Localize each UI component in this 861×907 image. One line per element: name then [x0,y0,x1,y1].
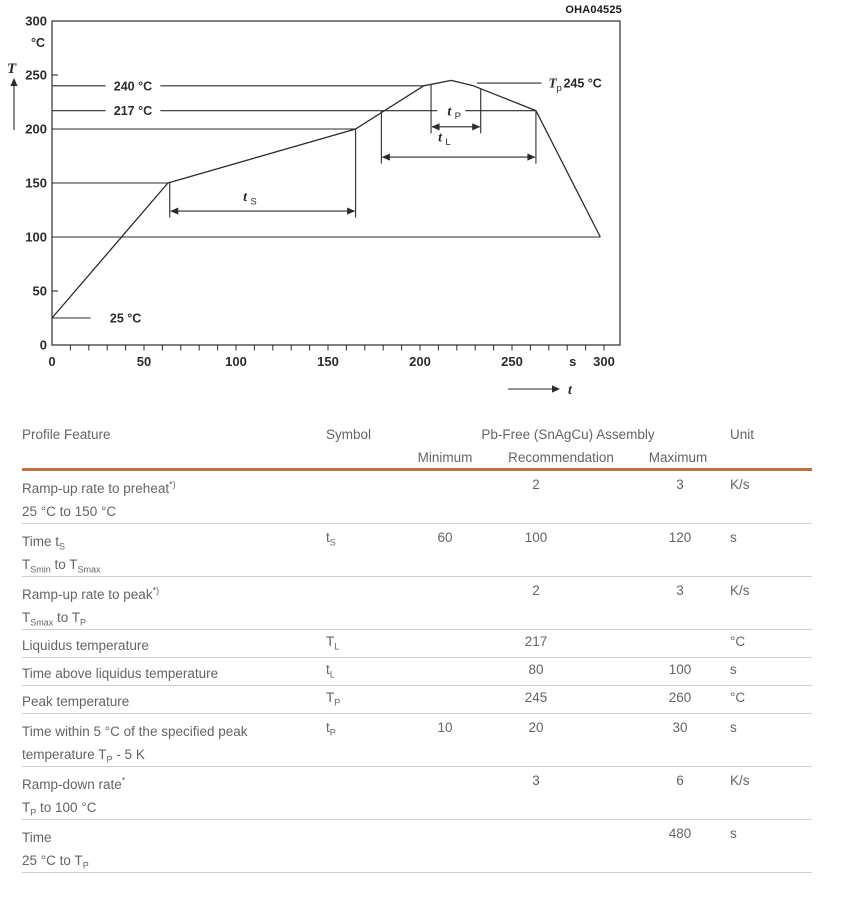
svg-text:P: P [454,111,461,123]
cell-maximum: 480 [668,826,692,841]
table-row [22,686,812,714]
table-row [22,714,812,767]
svg-text:25 °C: 25 °C [109,311,142,326]
cell-symbol: $t_L$ [326,662,335,680]
table-row [22,658,812,686]
header-maximum: Maximum [648,450,708,465]
cell-unit: s [730,826,737,841]
cell-recommendation: 20 [528,720,544,735]
table-row [22,767,812,820]
cell-maximum: 30 [672,720,688,735]
cell-recommendation: 80 [528,662,544,677]
svg-text:p: p [556,83,562,95]
svg-text:50: 50 [136,354,152,369]
header-recommendation: Recommendation [508,450,614,465]
cell-maximum: 260 [668,690,692,705]
cell-recommendation: 2 [532,583,540,598]
svg-text:T: T [548,75,557,91]
svg-text:°C: °C [31,36,46,50]
svg-text:t: t [447,104,452,120]
svg-text:200: 200 [25,121,47,137]
cell-feature: Ramp-up rate to peak*) $T_{Smax}$ to $T_P$ [22,585,160,628]
cell-unit: °C [730,634,746,649]
reflow-profile-chart [0,0,861,417]
cell-symbol: $t_P$ [326,720,336,738]
cell-maximum: 120 [668,530,692,545]
svg-text:250: 250 [501,354,523,369]
svg-text:s: s [569,354,577,369]
cell-feature: Time 25 °C to $T_P$ [22,830,89,871]
svg-text:0: 0 [39,337,47,353]
svg-text:100: 100 [225,354,247,369]
svg-text:0: 0 [48,354,56,369]
svg-text:217 °C: 217 °C [113,104,153,119]
figure-code: OHA04525 [565,4,622,16]
cell-minimum: 10 [437,720,453,735]
svg-text:240 °C: 240 °C [113,79,153,94]
cell-symbol: $T_P$ [326,690,341,708]
cell-maximum: 6 [676,773,684,788]
svg-text:150: 150 [317,354,339,369]
cell-unit: °C [730,690,746,705]
cell-feature: Time above liquidus temperature [22,666,219,681]
table-body [22,471,812,873]
cell-unit: s [730,530,737,545]
cell-recommendation: 2 [532,477,540,492]
table-row [22,471,812,524]
svg-text:S: S [250,196,257,208]
svg-text:L: L [445,137,451,149]
cell-maximum: 3 [676,477,684,492]
table-row [22,630,812,658]
header-profile-feature: Profile Feature [22,427,111,442]
cell-minimum: 60 [437,530,453,545]
cell-recommendation: 245 [524,690,548,705]
header-unit: Unit [730,427,755,442]
cell-unit: K/s [730,477,750,492]
cell-feature: Liquidus temperature [22,638,149,653]
svg-text:T: T [7,61,17,77]
temperature-profile-svg [0,0,861,412]
cell-recommendation: 100 [524,530,548,545]
cell-unit: K/s [730,773,750,788]
cell-feature: Ramp-down rate* $T_P$ to 100 °C [22,775,126,818]
cell-maximum: 3 [676,583,684,598]
cell-feature: Time $t_S$ $T_{Smin}$ to $T_{Smax}$ [22,534,101,575]
cell-feature: Time within 5 °C of the specified peak temperature $T_P - 5$ K [22,724,248,765]
header-minimum: Minimum [417,450,473,465]
header-assembly-group: Pb-Free (SnAgCu) Assembly [481,427,655,442]
cell-unit: s [730,720,737,735]
cell-recommendation: 217 [524,634,548,649]
svg-text:245 °C: 245 °C [563,76,602,91]
cell-feature: Peak temperature [22,694,130,709]
cell-maximum: 100 [668,662,692,677]
table-row [22,820,812,873]
header-symbol: Symbol [326,427,372,442]
svg-text:100: 100 [25,229,47,245]
svg-text:200: 200 [409,354,431,369]
svg-text:300: 300 [593,354,615,369]
cell-symbol: $T_L$ [326,634,340,652]
svg-text:t: t [243,190,247,206]
cell-unit: K/s [730,583,750,598]
table-row [22,524,812,577]
cell-unit: s [730,662,737,677]
profile-feature-table [22,424,812,873]
table-row [22,577,812,630]
cell-symbol: $t_S$ [326,530,336,548]
svg-text:300: 300 [25,13,47,29]
svg-text:t: t [438,130,443,146]
cell-feature: Ramp-up rate to preheat*) 25 °C to 150 °C [22,479,176,519]
svg-text:t: t [568,383,572,398]
svg-text:150: 150 [25,175,47,191]
cell-recommendation: 3 [532,773,540,788]
svg-text:50: 50 [32,283,47,299]
table-header [22,424,812,468]
svg-text:250: 250 [25,67,47,83]
